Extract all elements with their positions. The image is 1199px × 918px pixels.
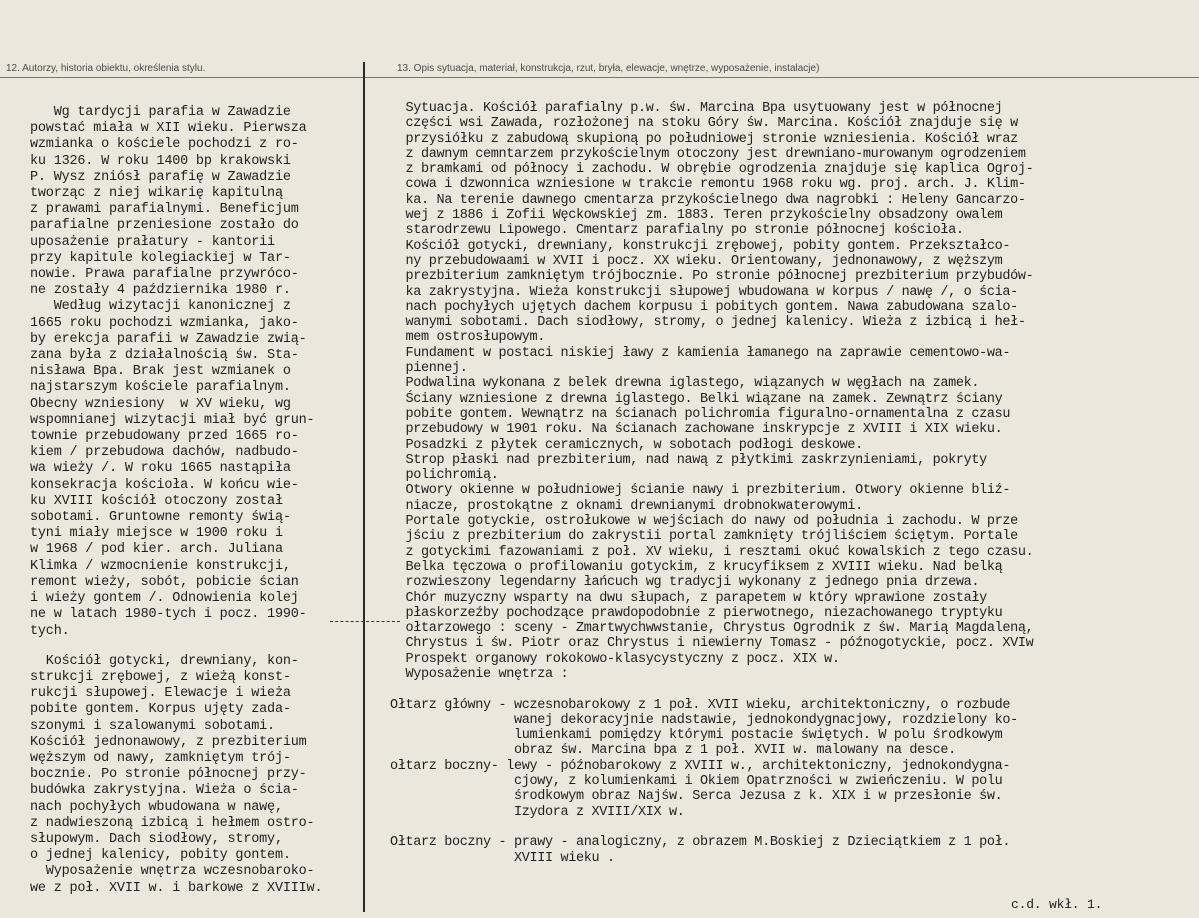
text-line: słupowym. Dach siodłowy, stromy, bbox=[30, 831, 283, 847]
text-line: P. Wysz zniósł parafię w Zawadzie bbox=[30, 169, 291, 185]
text-line: Portale gotyckie, ostrołukowe w wejściach do nawy od południa i zachodu. W prze bbox=[390, 514, 1018, 530]
text-line: Belka tęczowa o profilowaniu gotyckim, z krucyfiksem z XVIII wieku. Nad belką bbox=[390, 559, 1003, 575]
text-line: o jednej kalenicy, pobity gontem. bbox=[30, 848, 291, 864]
text-line: płaskorzeźby pochodzące prawdopodobnie z pierwotnego, niezachowanego tryptyku bbox=[390, 605, 1003, 621]
text-line: we z poł. XVII w. i barkowe z XVIIIw. bbox=[30, 880, 323, 896]
text-line: parafialne przeniesione zostało do bbox=[30, 218, 299, 234]
text-line: Ołtarz boczny - prawy - analogiczny, z obrazem M.Boskiej z Dzieciątkiem z 1 poł. bbox=[390, 835, 1011, 851]
text-line: Obecny wzniesiony w XV wieku, wg bbox=[30, 396, 291, 412]
text-line: tyni miały miejsce w 1900 roku i bbox=[30, 526, 283, 542]
text-line: nisława Bpa. Brak jest wzmianek o bbox=[30, 364, 291, 380]
text-line: wa wieży /. W roku 1665 nastąpiła bbox=[30, 461, 291, 477]
text-line: 1665 roku pochodzi wzmianka, jako- bbox=[30, 315, 299, 331]
text-line: budówka zakrystyjna. Wieża o ścia- bbox=[30, 783, 299, 799]
text-line bbox=[390, 682, 1198, 697]
text-line: prezbiterium zamkniętym trójbocznie. Po stronie północnej prezbiterium przybudów- bbox=[390, 269, 1034, 285]
text-line: Kościół gotycki, drewniany, kon- bbox=[30, 653, 299, 669]
text-line: tworząc z niej wikarię kapitulną bbox=[30, 186, 283, 202]
text-line: Chrystus i św. Piotr oraz Chrystus i niewierny Tomasz - późnogotyckie, pocz. XVIw bbox=[390, 636, 1034, 652]
text-line: ołtarz boczny- lewy - późnobarokowy z XVIII w., architektoniczny, jednokondygna- bbox=[390, 758, 1011, 774]
paragraph-gap bbox=[30, 640, 366, 654]
text-line: sobotami. Gruntowne remonty świą- bbox=[30, 510, 291, 526]
text-line: XVIII wieku . bbox=[390, 850, 615, 866]
text-line: wanymi sobotami. Dach siodłowy, stromy, o jednej kalenicy. Wieża z izbicą i heł- bbox=[390, 315, 1026, 331]
text-line: szonymi i szalowanymi sobotami. bbox=[30, 718, 275, 734]
text-line: pobite gontem. Wewnątrz na ścianach polichromia figuralno-ornamentalna z czasu bbox=[390, 406, 1011, 422]
text-line: townie przebudowany przed 1665 ro- bbox=[30, 429, 299, 445]
text-line: przy kapitule kolegiackiej w Tar- bbox=[30, 250, 291, 266]
text-line: Kościół gotycki, drewniany, konstrukcji zrębowej, pobity gontem. Przekształco- bbox=[390, 238, 1011, 254]
text-line: ku 1326. W roku 1400 bp krakowski bbox=[30, 153, 291, 169]
text-line: Podwalina wykonana z belek drewna iglastego, wiązanych w węgłach na zamek. bbox=[390, 376, 980, 392]
right-column-text bbox=[390, 101, 1198, 866]
continuation-note: c.d. wkł. 1. bbox=[1011, 897, 1103, 912]
text-line: cowa i dzwonnica wzniesione w trakcie remontu 1968 roku wg. proj. arch. J. Klim- bbox=[390, 177, 1026, 193]
text-line: Otwory okienne w południowej ścianie nawy i prezbiterium. Otwory okienne bliź- bbox=[390, 483, 1011, 499]
text-line: strukcji zrębowej, z wieżą konst- bbox=[30, 669, 291, 685]
text-line: wanej dekoracyjnie nadstawie, jednokondygnacjowy, rozdzielony ko- bbox=[390, 712, 1018, 728]
text-line: remont wieży, sobót, pobicie ścian bbox=[30, 574, 299, 590]
right-column-header: 13. Opis sytuacja, materiał, konstrukcja, rzut, bryła, elewacje, wnętrze, wyposażenie, instalacje) bbox=[397, 63, 820, 74]
text-line: cjowy, z kolumienkami i Okiem Opatrzności w zwieńczeniu. W polu bbox=[390, 774, 1003, 790]
text-line: z bramkami od północy i zachodu. W obrębie ogrodzenia znajduje się kaplica Ogroj- bbox=[390, 162, 1034, 178]
text-line: Według wizytacji kanonicznej z bbox=[30, 299, 291, 315]
text-line: mem ostrosłupowym. bbox=[390, 330, 546, 346]
text-line: wzmianka o kościele pochodzi z ro- bbox=[30, 137, 299, 153]
text-line: ka. Na terenie dawnego cmentarza przykościelnego dwa nagrobki : Heleny Gancarzo- bbox=[390, 192, 1026, 208]
text-line: tych. bbox=[30, 623, 70, 639]
text-line: Kościół jednonawowy, z prezbiterium bbox=[30, 734, 307, 750]
text-line: zana była z działalnością św. Sta- bbox=[30, 348, 299, 364]
left-column-text bbox=[30, 105, 366, 897]
text-line: nach pochyłych ujętych dachem korpusu i pobitych gontem. Nawa zabudowana szalo- bbox=[390, 299, 1018, 315]
text-line: starodrzewu Lipowego. Cmentarz parafialny po stronie północnej kościoła. bbox=[390, 223, 964, 239]
text-line: rukcji słupowej. Elewacje i wieża bbox=[30, 686, 291, 702]
text-line: i wieży gontem /. Odnowienia kolej bbox=[30, 591, 299, 607]
text-line: niacze, prostokątne z oknami drewnianymi drobnokwaterowymi. bbox=[390, 498, 863, 514]
text-line: wspomnianej wizytacji miał być grun- bbox=[30, 412, 315, 428]
text-line: nach pochyłych wbudowana w nawę, bbox=[30, 799, 283, 815]
text-line: jściu z prezbiterium do zakrystii portal zamknięty trójliściem ściętym. Portale bbox=[390, 529, 1018, 545]
text-line: kiem / przebudowa dachów, nadbudo- bbox=[30, 445, 299, 461]
text-line: ne zostały 4 października 1980 r. bbox=[30, 283, 291, 299]
text-line: Chór muzyczny wsparty na dwu słupach, z parapetem w który wprawione zostały bbox=[390, 590, 987, 606]
text-line: ku XVIII kościół otoczony został bbox=[30, 493, 283, 509]
text-line: polichromią. bbox=[390, 468, 499, 484]
text-line: obraz św. Marcina bpa z 1 poł. XVII w. malowany na desce. bbox=[390, 743, 956, 759]
text-line: Sytuacja. Kościół parafialny p.w. św. Marcina Bpa usytuowany jest w północnej bbox=[390, 101, 1003, 116]
text-line: z dawnym cemntarzem przykościelnym otoczony jest drewniano-murowanym ogrodzeniem bbox=[390, 146, 1026, 162]
text-line: piennej. bbox=[390, 361, 468, 377]
header-divider bbox=[0, 77, 1199, 78]
text-line: Ołtarz główny - wczesnobarokowy z 1 poł. XVII wieku, architektoniczny, o rozbude bbox=[390, 697, 1011, 713]
text-line: ołtarzowego : sceny - Zmartwychwwstanie, Chrystus Ogrodnik z św. Marią Magdaleną, bbox=[390, 621, 1034, 637]
text-line: przysiółku z zabudową skupioną po południowej stronie wzniesienia. Kościół wraz bbox=[390, 131, 1018, 147]
text-line: ne w latach 1980-tych i pocz. 1990- bbox=[30, 607, 307, 623]
text-line: wej z 1886 i Zofii Węckowskiej zm. 1883. Teren przykościelny obsadzony owalem bbox=[390, 208, 1003, 224]
text-line: powstać miała w XII wieku. Pierwsza bbox=[30, 121, 307, 137]
text-line: węższym od nawy, zamkniętym trój- bbox=[30, 750, 291, 766]
text-line: rozwieszony legendarny łańcuch wg tradycji wykonany z jednego pnia drzewa. bbox=[390, 575, 980, 591]
text-line: nowie. Prawa parafialne przywróco- bbox=[30, 267, 299, 283]
text-line: części wsi Zawada, rozłożonej na stoku Góry św. Marcina. Kościół znajduje się w bbox=[390, 116, 1018, 132]
text-line: by erekcja parafii w Zawadzie zwią- bbox=[30, 331, 307, 347]
text-line: ny przebudowaami w XVII i pocz. XX wieku. Orientowany, jednonawowy, z węższym bbox=[390, 253, 1003, 269]
text-line bbox=[390, 820, 1198, 835]
history-paragraph bbox=[30, 105, 366, 640]
style-paragraph bbox=[30, 654, 366, 897]
text-line: Wg tardycji parafia w Zawadzie bbox=[30, 105, 291, 120]
text-line: Izydora z XVIII/XIX w. bbox=[390, 804, 685, 820]
text-line: bocznie. Po stronie północnej przy- bbox=[30, 767, 307, 783]
text-line: Fundament w postaci niskiej ławy z kamienia łamanego na zaprawie cementowo-wa- bbox=[390, 345, 1011, 361]
text-line: ka zakrystyjna. Wieża konstrukcji słupowej wbudowana w korpus / nawę /, o ścia- bbox=[390, 284, 1018, 300]
text-line: z nadwieszoną izbicą i hełmem ostro- bbox=[30, 815, 315, 831]
text-line: konsekracja kościoła. W końcu wie- bbox=[30, 477, 299, 493]
text-line: przebudowy w 1901 roku. Na ścianach zachowane inskrypcje z XVIII i XIX wieku. bbox=[390, 422, 1003, 438]
text-line: z prawami parafialnymi. Beneficjum bbox=[30, 202, 299, 218]
text-line: lumienkami pomiędzy którymi postacie świętych. W polu środkowym bbox=[390, 728, 1003, 744]
text-line: Strop płaski nad prezbiterium, nad nawą z płytkimi zaskrzynieniami, pokryty bbox=[390, 452, 987, 468]
text-line: z gotyckimi fazowaniami z poł. XV wieku, i resztami okuć kowalskich z tego czasu. bbox=[390, 544, 1034, 560]
text-line: środkowym obraz Najśw. Serca Jezusa z k. XIX i w przesłonie św. bbox=[390, 789, 1003, 805]
text-line: Prospekt organowy rokokowo-klasycystyczny z pocz. XIX w. bbox=[390, 651, 840, 667]
text-line: w 1968 / pod kier. arch. Juliana bbox=[30, 542, 283, 558]
text-line: Ściany wzniesione z drewna iglastego. Belki wiązane na zamek. Zewnątrz ściany bbox=[390, 391, 1003, 407]
text-line: uposażenie prałatury - kantorii bbox=[30, 234, 275, 250]
text-line: Posadzki z płytek ceramicznych, w sobotach podłogi deskowe. bbox=[390, 437, 863, 453]
text-line: Wyposażenie wnętrza wczesnobaroko- bbox=[30, 864, 315, 880]
left-column-header: 12. Autorzy, historia obiektu, określenia stylu. bbox=[6, 63, 206, 74]
text-line: najstarszym kościele parafialnym. bbox=[30, 380, 291, 396]
text-line: Wyposażenie wnętrza : bbox=[390, 666, 569, 682]
text-line: Klimka / wzmocnienie konstrukcji, bbox=[30, 558, 291, 574]
text-line: pobite gontem. Korpus ujęty zada- bbox=[30, 702, 291, 718]
